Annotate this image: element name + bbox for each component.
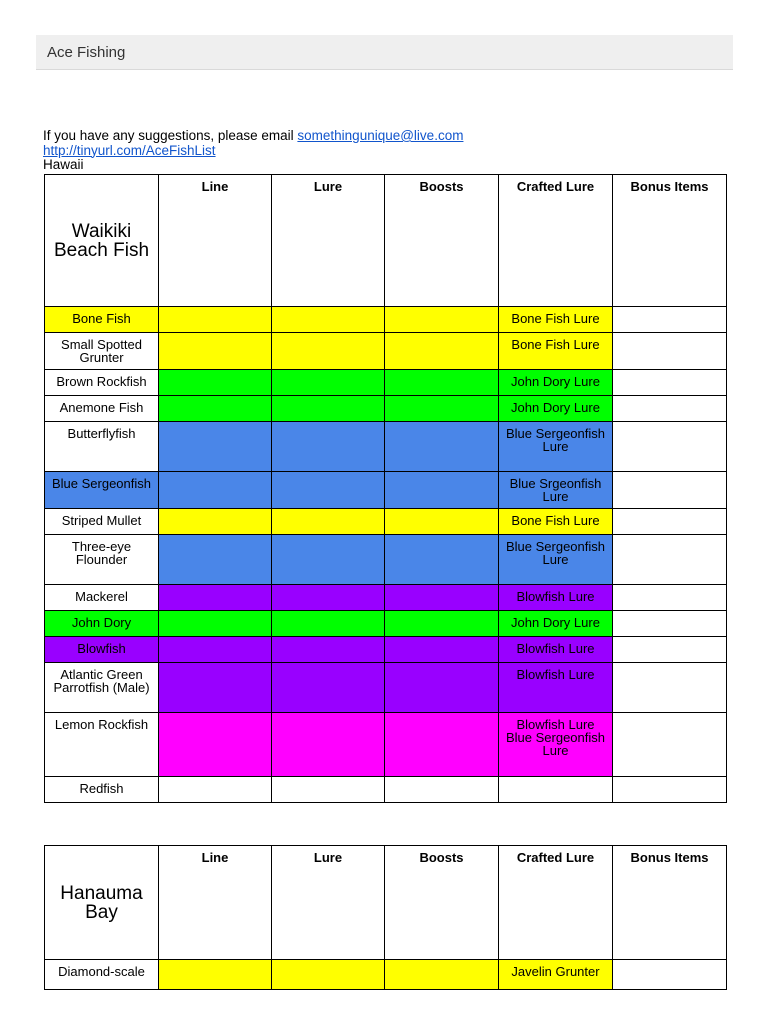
region-label: Hawaii (43, 157, 84, 172)
bonus-items-cell[interactable] (613, 611, 727, 637)
column-header: Lure (272, 175, 385, 307)
crafted-lure-cell[interactable]: John Dory Lure (499, 370, 613, 396)
column-header: Line (159, 846, 272, 960)
fish-name-cell[interactable]: Lemon Rockfish (45, 713, 159, 777)
boosts-cell[interactable] (385, 713, 499, 777)
fish-name-cell[interactable]: John Dory (45, 611, 159, 637)
suggestion-line (43, 129, 463, 144)
crafted-lure-cell[interactable]: Blue Sergeonfish Lure (499, 535, 613, 585)
crafted-lure-cell[interactable]: John Dory Lure (499, 611, 613, 637)
boosts-cell[interactable] (385, 472, 499, 509)
line-cell[interactable] (159, 585, 272, 611)
line-cell[interactable] (159, 370, 272, 396)
line-cell[interactable] (159, 472, 272, 509)
line-cell[interactable] (159, 333, 272, 370)
line-cell[interactable] (159, 307, 272, 333)
email-link[interactable]: somethingunique@live.com (297, 128, 464, 143)
fish-name-cell[interactable]: Diamond-scale (45, 960, 159, 990)
lure-cell[interactable] (272, 509, 385, 535)
table-row (45, 663, 727, 713)
line-cell[interactable] (159, 396, 272, 422)
line-cell[interactable] (159, 663, 272, 713)
crafted-lure-cell[interactable]: Blue Srgeonfish Lure (499, 472, 613, 509)
line-cell[interactable] (159, 777, 272, 803)
fish-name-cell[interactable]: Mackerel (45, 585, 159, 611)
bonus-items-cell[interactable] (613, 370, 727, 396)
crafted-lure-cell[interactable]: Javelin Grunter (499, 960, 613, 990)
line-cell[interactable] (159, 611, 272, 637)
table-row (45, 637, 727, 663)
fish-name-cell[interactable]: Anemone Fish (45, 396, 159, 422)
fish-name-cell[interactable]: Brown Rockfish (45, 370, 159, 396)
crafted-lure-cell[interactable]: John Dory Lure (499, 396, 613, 422)
table-title: Hanauma Bay (45, 846, 159, 960)
table-row (45, 396, 727, 422)
bonus-items-cell[interactable] (613, 637, 727, 663)
line-cell[interactable] (159, 637, 272, 663)
table-row (45, 422, 727, 472)
table-row (45, 370, 727, 396)
bonus-items-cell[interactable] (613, 960, 727, 990)
table-row (45, 472, 727, 509)
table-row (45, 713, 727, 777)
lure-cell[interactable] (272, 611, 385, 637)
bonus-items-cell[interactable] (613, 509, 727, 535)
table-row (45, 611, 727, 637)
hanauma-bay-table (44, 845, 727, 990)
lure-cell[interactable] (272, 422, 385, 472)
lure-cell[interactable] (272, 713, 385, 777)
bonus-items-cell[interactable] (613, 472, 727, 509)
boosts-cell[interactable] (385, 585, 499, 611)
column-header: Boosts (385, 846, 499, 960)
document-title-bar (36, 35, 733, 70)
bonus-items-cell[interactable] (613, 535, 727, 585)
lure-cell[interactable] (272, 960, 385, 990)
fish-name-cell[interactable]: Striped Mullet (45, 509, 159, 535)
boosts-cell[interactable] (385, 509, 499, 535)
fish-name-cell[interactable]: Small Spotted Grunter (45, 333, 159, 370)
column-header: Boosts (385, 175, 499, 307)
table-row (45, 509, 727, 535)
crafted-lure-cell[interactable]: Blue Sergeonfish Lure (499, 422, 613, 472)
bonus-items-cell[interactable] (613, 307, 727, 333)
column-header: Line (159, 175, 272, 307)
crafted-lure-cell[interactable]: Blowfish Lure (499, 585, 613, 611)
line-cell[interactable] (159, 713, 272, 777)
bonus-items-cell[interactable] (613, 396, 727, 422)
bonus-items-cell[interactable] (613, 333, 727, 370)
fish-name-cell[interactable]: Blowfish (45, 637, 159, 663)
boosts-cell[interactable] (385, 307, 499, 333)
table-row (45, 333, 727, 370)
boosts-cell[interactable] (385, 611, 499, 637)
lure-cell[interactable] (272, 585, 385, 611)
document-title: Ace Fishing (47, 44, 126, 61)
boosts-cell[interactable] (385, 637, 499, 663)
table-row (45, 960, 727, 990)
bonus-items-cell[interactable] (613, 422, 727, 472)
lure-cell[interactable] (272, 396, 385, 422)
lure-cell[interactable] (272, 535, 385, 585)
fish-name-cell[interactable]: Butterflyfish (45, 422, 159, 472)
crafted-lure-cell[interactable]: Blowfish Lure (499, 637, 613, 663)
bonus-items-cell[interactable] (613, 713, 727, 777)
lure-cell[interactable] (272, 333, 385, 370)
boosts-cell[interactable] (385, 396, 499, 422)
table-title: Waikiki Beach Fish (45, 175, 159, 307)
fish-name-cell[interactable]: Bone Fish (45, 307, 159, 333)
fish-name-cell[interactable]: Redfish (45, 777, 159, 803)
line-cell[interactable] (159, 960, 272, 990)
lure-cell[interactable] (272, 472, 385, 509)
crafted-lure-cell[interactable]: Blowfish Lure (499, 663, 613, 713)
table-header-row (45, 846, 727, 960)
column-header: Bonus Items (613, 175, 727, 307)
fish-list-link[interactable]: http://tinyurl.com/AceFishList (43, 142, 216, 158)
lure-cell[interactable] (272, 663, 385, 713)
crafted-lure-cell[interactable]: Bone Fish Lure (499, 333, 613, 370)
column-header: Crafted Lure (499, 846, 613, 960)
line-cell[interactable] (159, 422, 272, 472)
table-row (45, 307, 727, 333)
table-row (45, 535, 727, 585)
column-header: Bonus Items (613, 846, 727, 960)
crafted-lure-cell[interactable]: Bone Fish Lure (499, 509, 613, 535)
lure-cell[interactable] (272, 637, 385, 663)
lure-cell[interactable] (272, 370, 385, 396)
lure-cell[interactable] (272, 777, 385, 803)
lure-cell[interactable] (272, 307, 385, 333)
bonus-items-cell[interactable] (613, 585, 727, 611)
intro-text (43, 129, 463, 173)
boosts-cell[interactable] (385, 777, 499, 803)
fish-name-cell[interactable]: Three-eye Flounder (45, 535, 159, 585)
crafted-lure-cell[interactable]: Blowfish Lure Blue Sergeonfish Lure (499, 713, 613, 777)
column-header: Lure (272, 846, 385, 960)
boosts-cell[interactable] (385, 535, 499, 585)
boosts-cell[interactable] (385, 663, 499, 713)
bonus-items-cell[interactable] (613, 777, 727, 803)
boosts-cell[interactable] (385, 960, 499, 990)
crafted-lure-cell[interactable]: Bone Fish Lure (499, 307, 613, 333)
line-cell[interactable] (159, 535, 272, 585)
boosts-cell[interactable] (385, 370, 499, 396)
column-header: Crafted Lure (499, 175, 613, 307)
boosts-cell[interactable] (385, 333, 499, 370)
table-header-row (45, 175, 727, 307)
fish-name-cell[interactable]: Atlantic Green Parrotfish (Male) (45, 663, 159, 713)
waikiki-fish-table (44, 174, 727, 803)
table-row (45, 777, 727, 803)
fish-name-cell[interactable]: Blue Sergeonfish (45, 472, 159, 509)
bonus-items-cell[interactable] (613, 663, 727, 713)
boosts-cell[interactable] (385, 422, 499, 472)
line-cell[interactable] (159, 509, 272, 535)
suggestion-text: If you have any suggestions, please email (43, 128, 298, 143)
table-row (45, 585, 727, 611)
crafted-lure-cell[interactable] (499, 777, 613, 803)
